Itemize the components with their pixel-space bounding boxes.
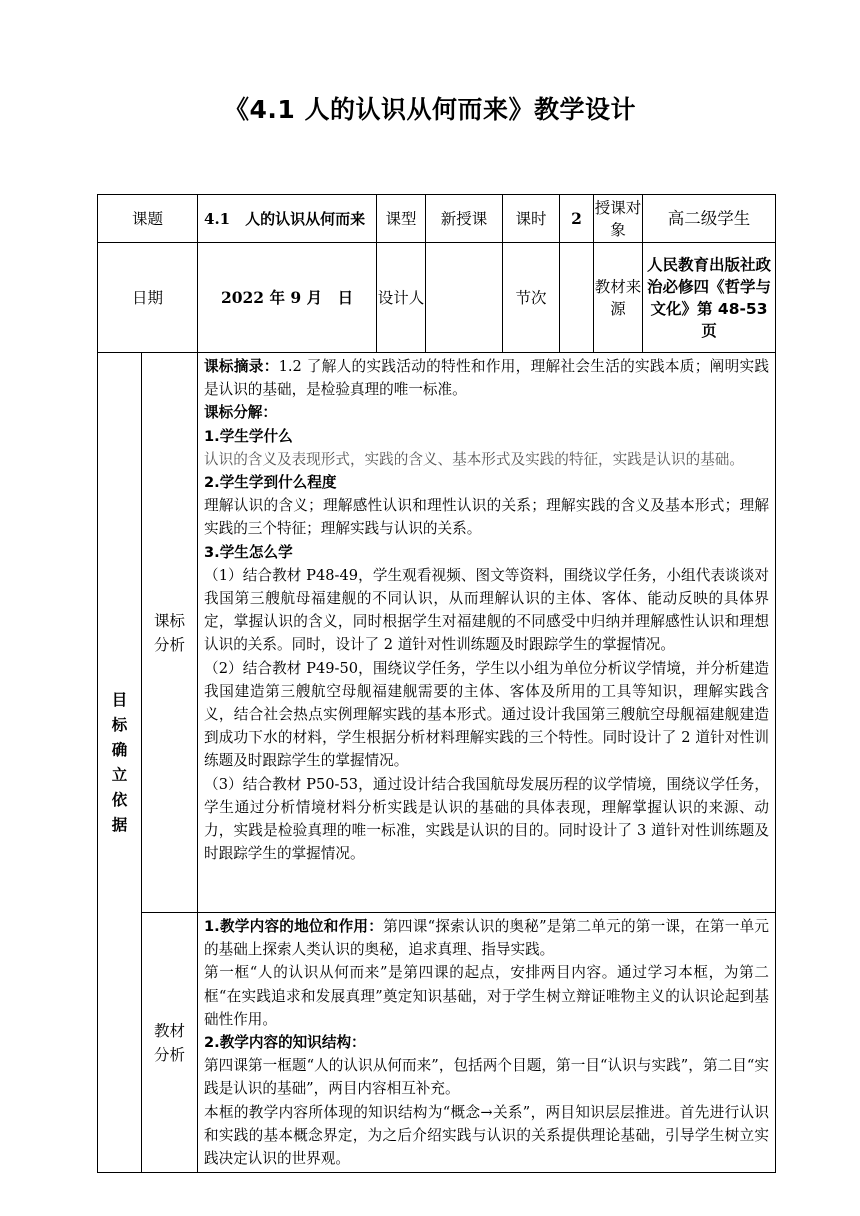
goal-basis-label: 目 标 确 立 依 据 [98,353,142,1173]
curriculum-analysis-label: 课标分析 [142,353,198,913]
designer-label: 设计人 [377,243,426,353]
hours-value: 2 [560,195,594,243]
designer-value [426,243,503,353]
section-value [560,243,594,353]
document-title: 《4.1 人的认识从何而来》教学设计 [224,95,636,124]
lesson-plan-table [97,194,776,1173]
curriculum-analysis-content: 课标摘录：1.2 了解人的实践活动的特性和作用，理解社会生活的实践本质；阐明实践是认识的基础，是检验真理的唯一标准。 课标分解： 1.学生学什么 认识的含义及表现形式，实践的含义、基本形式及实践的特征，实践是认识的基础。 2.学生学到什么程度 理解认识的含义；理解感性认识和理性认识的关系；理解实践的含义及基本形式；理解实践的三个特征；理解实践与认识的关系。 3.学生怎么学 （1）结合教材 P48-49，学生观看视频、图文等资料，围绕议学任务，小组代表谈谈对我国第三艘航母福建舰的不同认识，从而理解认识的主体、客体、能动反映的具体界定，掌握认识的含义，同时根据学生对福建舰的不同感受中归纳并理解感性认识和理想认识的关系。同时，设计了 2 道针对性训练题及时跟踪学生的掌握情况。 （2）结合教材 P49-50，围绕议学任务，学生以小组为单位分析议学情境，并分析建造我国建造第三艘航空母舰福建舰需要的主体、客体及所用的工具等知识，理解实践含义，结合社会热点实例理解实践的基本形式。通过设计我国第三艘航空母舰福建舰建造到成功下水的材料，学生根据分析材料理解实践的三个特性。同时设计了 2 道针对性训练题及时跟踪学生的掌握情况。 （3）结合教材 P50-53，通过设计结合我国航母发展历程的议学情境，围绕议学任务，学生通过分析情境材料分析实践是认识的基础的具体表现，理解掌握认识的来源、动力，实践是检验真理的唯一标准，实践是认识的目的。同时设计了 3 道针对性训练题及时跟踪学生的掌握情况。 [198,353,776,913]
audience-value: 高二级学生 [643,195,776,243]
date-label: 日期 [98,243,198,353]
header-row-1 [98,195,776,243]
curriculum-row [98,353,776,913]
source-value: 人民教育出版社政治必修四《哲学与文化》第 48-53 页 [643,243,776,353]
date-value: 2022 年 9 月 日 [198,243,377,353]
header-row-2 [98,243,776,353]
section-label: 节次 [503,243,560,353]
type-value: 新授课 [426,195,503,243]
topic-label: 课题 [98,195,198,243]
type-label: 课型 [377,195,426,243]
hours-label: 课时 [503,195,560,243]
textbook-row [98,913,776,1173]
topic-value: 4.1 人的认识从何而来 [198,195,377,243]
textbook-analysis-label: 教材分析 [142,913,198,1173]
textbook-analysis-content: 1.教学内容的地位和作用：第四课“探索认识的奥秘”是第二单元的第一课，在第一单元的基础上探索人类认识的奥秘，追求真理、指导实践。 第一框“人的认识从何而来”是第四课的起点，安排两目内容。通过学习本框，为第二框“在实践追求和发展真理”奠定知识基础，对于学生树立辩证唯物主义的认识论起到基础性作用。 2.教学内容的知识结构： 第四课第一框题“人的认识从何而来”，包括两个目题，第一目“认识与实践”，第二目“实践是认识的基础”，两目内容相互补充。 本框的教学内容所体现的知识结构为“概念→关系”，两目知识层层推进。首先进行认识和实践的基本概念界定，为之后介绍实践与认识的关系提供理论基础，引导学生树立实践决定认识的世界观。 [198,913,776,1173]
audience-label: 授课对象 [594,195,643,243]
source-label: 教材来源 [594,243,643,353]
